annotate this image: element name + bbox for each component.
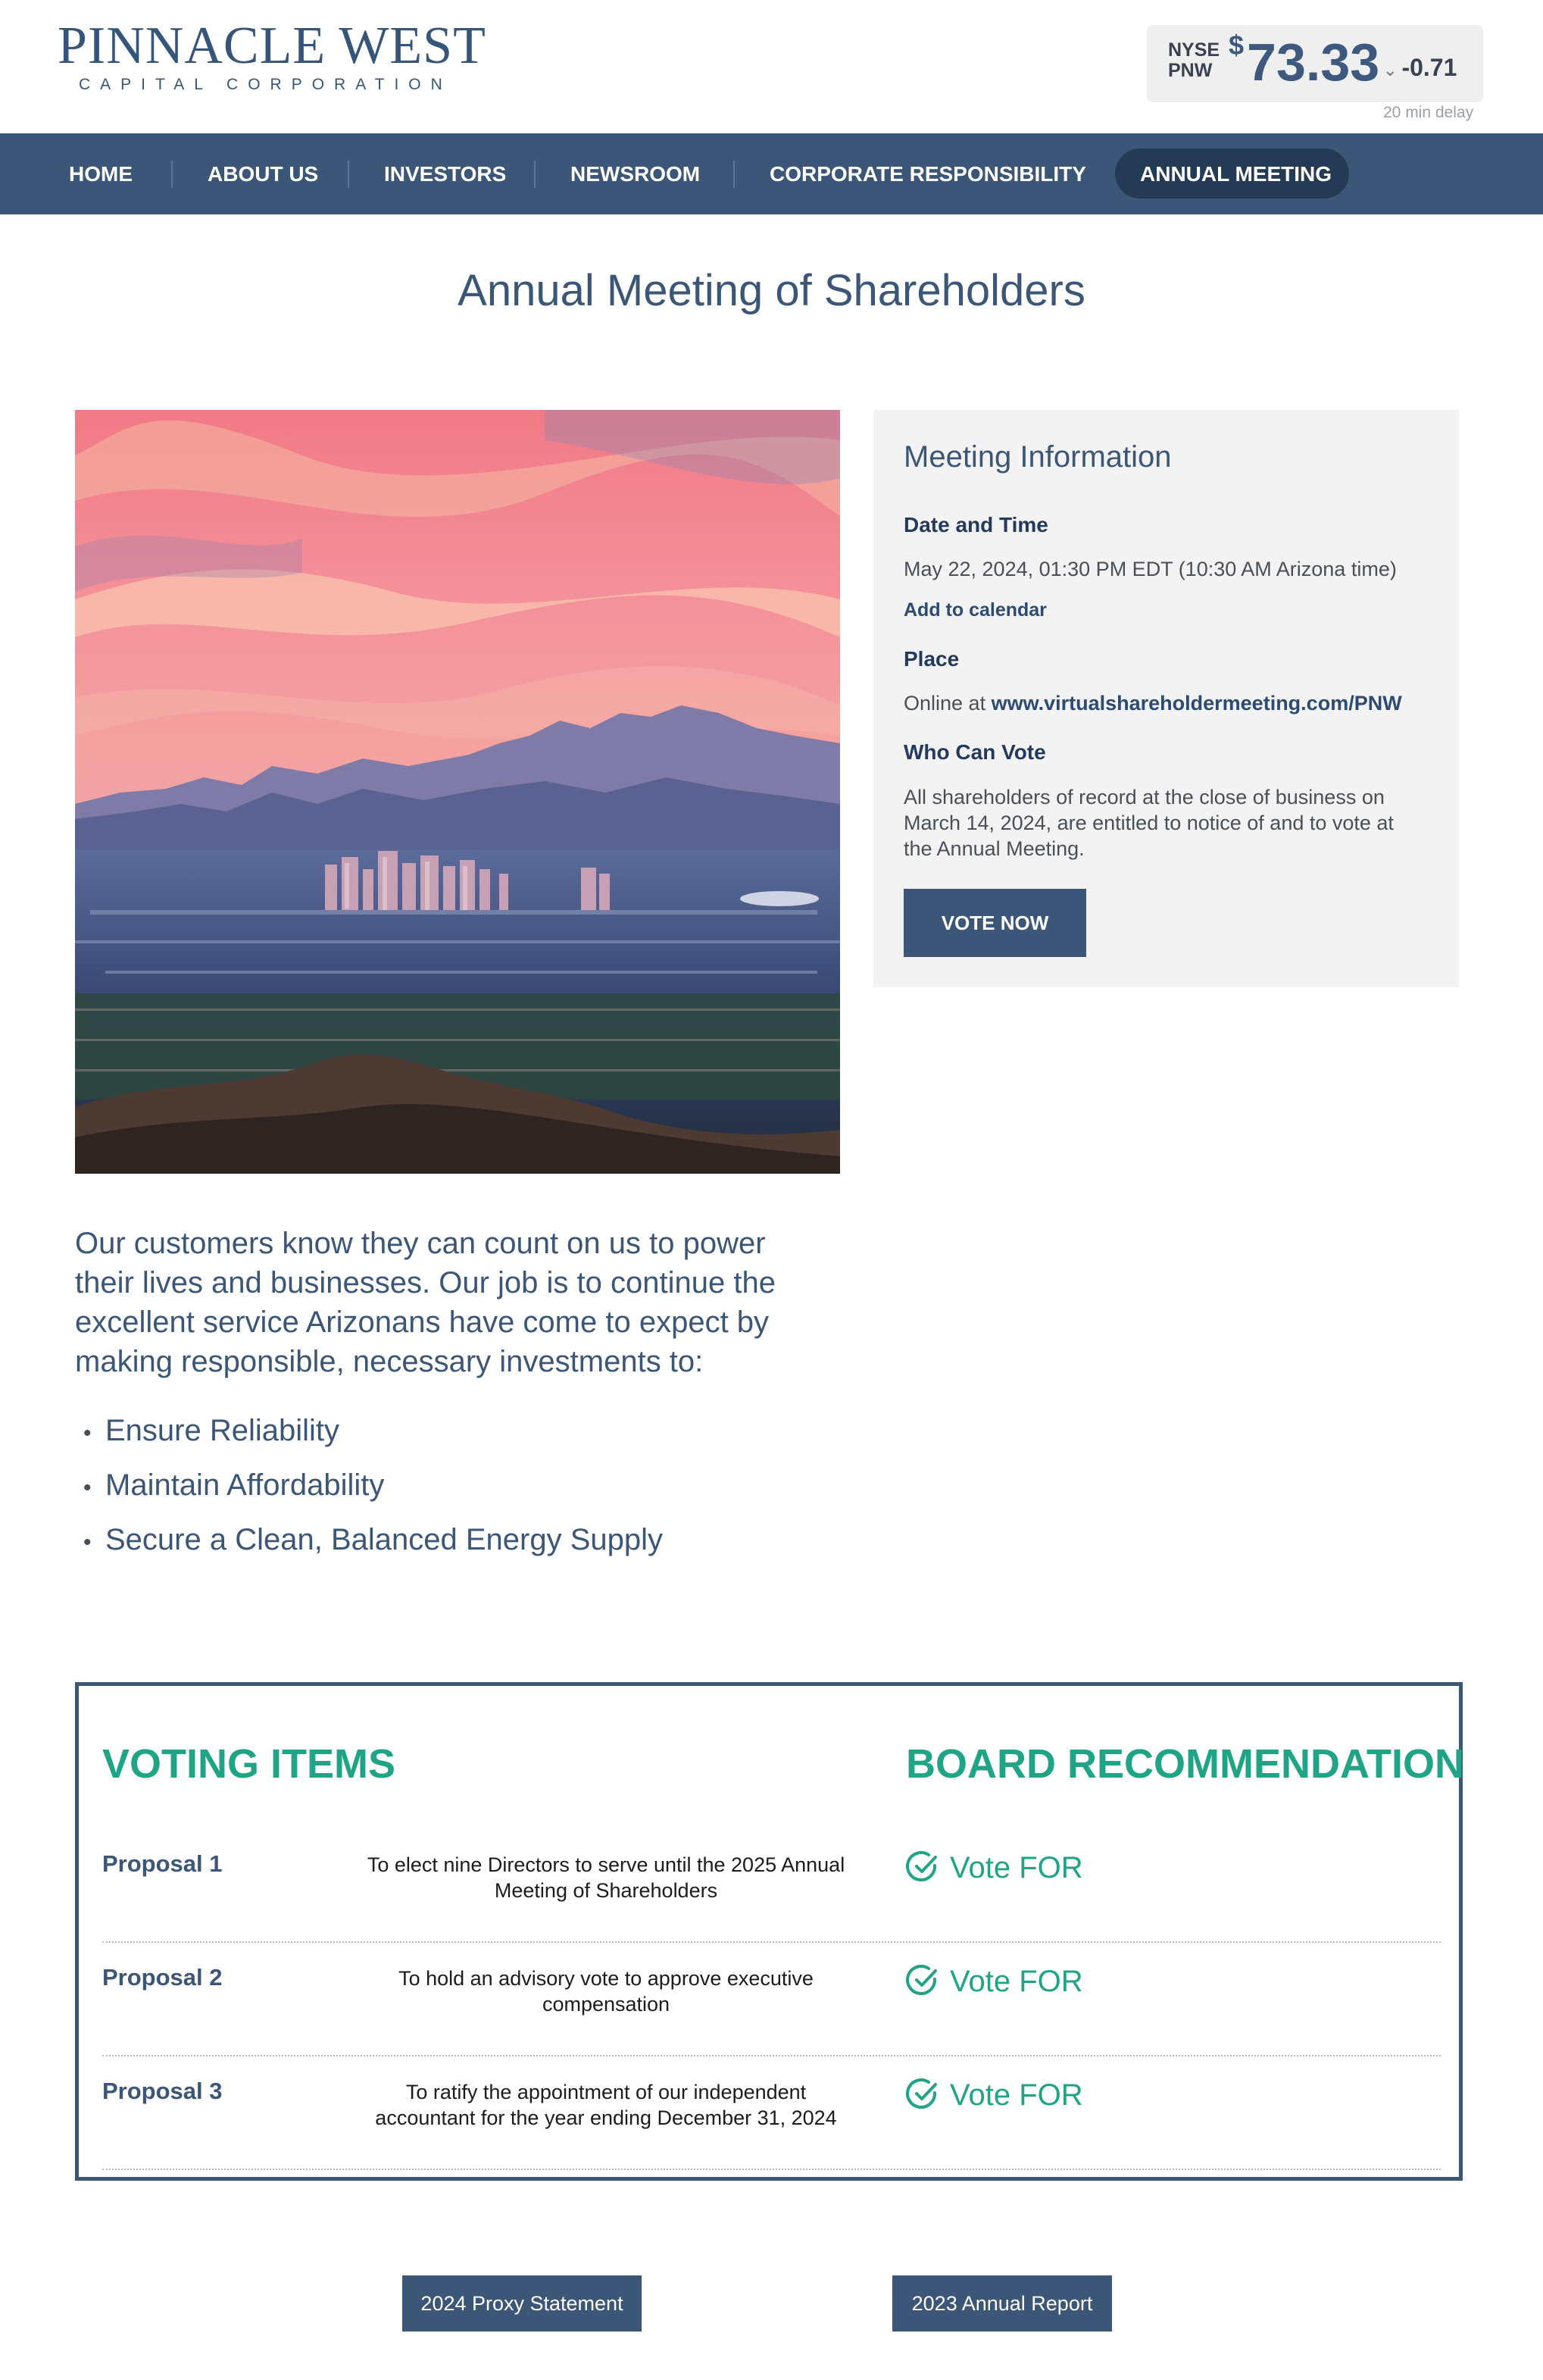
nav-item-newsroom[interactable]: NEWSROOM xyxy=(570,162,701,186)
nav-item-annual-meeting[interactable]: ANNUAL MEETING xyxy=(1140,162,1332,186)
voting-items-heading: VOTING ITEMS xyxy=(102,1741,396,1787)
vote-now-button[interactable]: VOTE NOW xyxy=(904,889,1086,957)
proposal-row xyxy=(102,1941,1441,2056)
ticker-price xyxy=(1229,30,1379,92)
recommendation-text: Vote FOR xyxy=(950,1965,1083,1998)
add-to-calendar-link[interactable]: Add to calendar xyxy=(904,599,1047,621)
bullet-icon: • xyxy=(83,1475,92,1500)
virtual-meeting-link[interactable]: www.virtualshareholdermeeting.com/PNW xyxy=(991,692,1402,715)
bullet-icon: • xyxy=(83,1530,92,1555)
ticker-exchange-name: NYSE xyxy=(1168,39,1220,61)
proposal-label: Proposal 2 xyxy=(102,1964,223,1991)
proposal-recommendation xyxy=(906,1850,1083,1885)
proposal-label: Proposal 3 xyxy=(102,2078,223,2104)
nav-item-corporate-responsibility[interactable]: CORPORATE RESPONSIBILITY xyxy=(770,162,1086,186)
skyline-illustration xyxy=(75,410,840,1174)
nav-item-about-us[interactable]: ABOUT US xyxy=(208,162,319,186)
date-time-value: May 22, 2024, 01:30 PM EDT (10:30 AM Arizona time) xyxy=(904,558,1397,580)
voting-items-panel xyxy=(75,1682,1463,2181)
logo-subtitle: CAPITAL CORPORATION xyxy=(79,76,452,93)
nav-separator xyxy=(534,161,536,188)
proxy-statement-button[interactable]: 2024 Proxy Statement xyxy=(402,2275,642,2332)
board-recommendation-heading: BOARD RECOMMENDATION xyxy=(906,1741,1464,1787)
list-item-label: Secure a Clean, Balanced Energy Supply xyxy=(105,1523,664,1556)
recommendation-text: Vote FOR xyxy=(950,2078,1083,2112)
proposal-row xyxy=(102,1828,1441,1943)
site-header xyxy=(0,0,1543,133)
place-prefix: Online at xyxy=(904,692,992,715)
proposal-row xyxy=(102,2055,1441,2170)
place-value xyxy=(904,690,1434,716)
date-time-label: Date and Time xyxy=(904,513,1048,536)
proposal-recommendation xyxy=(906,2078,1083,2113)
nav-item-home[interactable]: HOME xyxy=(69,162,133,186)
list-item xyxy=(83,1411,663,1465)
ticker-exchange xyxy=(1168,40,1220,81)
ticker-symbol: PNW xyxy=(1168,60,1213,81)
proposal-label: Proposal 1 xyxy=(102,1850,223,1877)
investment-goals-list xyxy=(83,1411,663,1575)
bullet-icon: • xyxy=(83,1421,92,1446)
check-circle-icon xyxy=(906,1850,939,1884)
who-can-vote-text: All shareholders of record at the close of business on March 14, 2024, are entitled to notice of and to vote at the Annual Meeting. xyxy=(904,786,1394,860)
who-can-vote-label: Who Can Vote xyxy=(904,740,1046,764)
place-label: Place xyxy=(904,647,960,671)
change-value: -0.71 xyxy=(1401,54,1457,81)
currency-symbol: $ xyxy=(1229,30,1245,61)
chevron-down-icon: ⌄ xyxy=(1383,61,1398,80)
price-value: 73.33 xyxy=(1247,33,1380,92)
annual-report-button[interactable]: 2023 Annual Report xyxy=(892,2275,1112,2332)
nav-separator xyxy=(348,161,349,188)
intro-paragraph: Our customers know they can count on us to power their lives and businesses. Our job is to continue the excellent service Arizonans have come to expect by making responsible, necessary investments to: xyxy=(75,1227,776,1378)
list-item xyxy=(83,1465,663,1520)
nav-item-investors[interactable]: INVESTORS xyxy=(384,162,507,186)
proposal-description: To elect nine Directors to serve until the 2025 Annual Meeting of Shareholders xyxy=(367,1853,845,1902)
main-nav xyxy=(0,133,1543,214)
recommendation-text: Vote FOR xyxy=(950,1851,1083,1884)
company-logo[interactable] xyxy=(58,17,486,94)
page-title: Annual Meeting of Shareholders xyxy=(458,266,1085,315)
check-circle-icon xyxy=(906,1964,939,1997)
list-item-label: Ensure Reliability xyxy=(105,1414,340,1447)
list-item-label: Maintain Affordability xyxy=(105,1468,385,1502)
list-item xyxy=(83,1520,663,1575)
nav-separator xyxy=(733,161,735,188)
meeting-info-title: Meeting Information xyxy=(904,440,1172,474)
logo-wordmark: PINNACLE WEST xyxy=(58,17,486,75)
nav-separator xyxy=(171,161,173,188)
ticker-delay-note: 20 min delay xyxy=(1383,104,1474,121)
proposal-description: To hold an advisory vote to approve executive compensation xyxy=(398,1967,814,2016)
ticker-change xyxy=(1383,54,1457,82)
proposal-description: To ratify the appointment of our independent accountant for the year ending December 31, 2024 xyxy=(375,2081,837,2129)
check-circle-icon xyxy=(906,2078,939,2111)
hero-image-phoenix-skyline xyxy=(75,410,840,1174)
stock-ticker xyxy=(1147,25,1483,102)
meeting-information-panel xyxy=(873,410,1459,987)
proposal-recommendation xyxy=(906,1964,1083,1999)
